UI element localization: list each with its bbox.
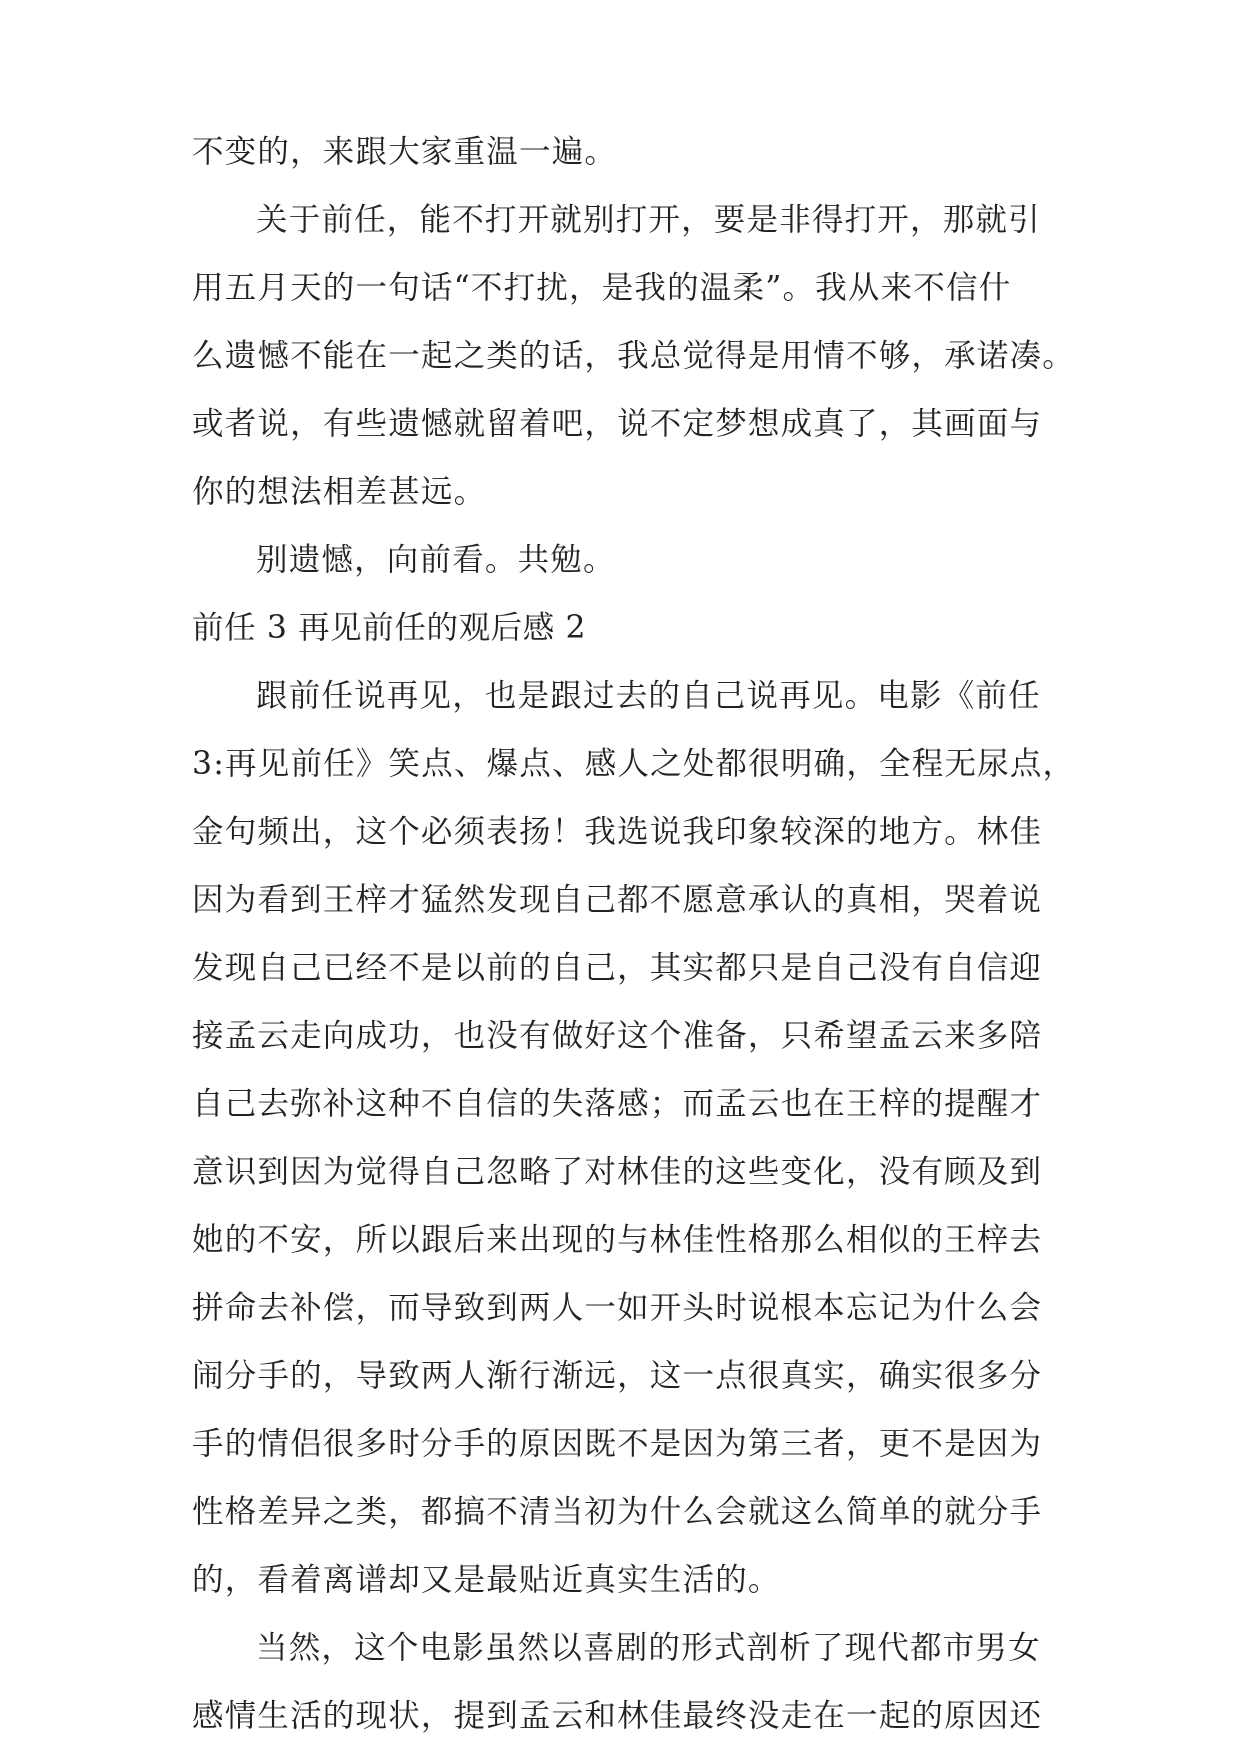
- paragraph: [192, 662, 1076, 1614]
- text-line: 感情生活的现状，提到孟云和林佳最终没走在一起的原因还: [192, 1698, 1043, 1734]
- text-line: 闹分手的，导致两人渐行渐远，这一点很真实，确实很多分: [192, 1358, 1043, 1394]
- text-line: 3:再见前任》笑点、爆点、感人之处都很明确，全程无尿点，: [192, 746, 1076, 782]
- text-line: 她的不安，所以跟后来出现的与林佳性格那么相似的王梓去: [192, 1222, 1043, 1258]
- paragraph: [192, 118, 1052, 186]
- document-body: [192, 134, 1076, 1750]
- text-line: 或者说，有些遗憾就留着吧，说不定梦想成真了，其画面与: [192, 406, 1043, 442]
- text-line: 跟前任说再见，也是跟过去的自己说再见。电影《前任: [256, 678, 1041, 714]
- text-line: 意识到因为觉得自己忽略了对林佳的这些变化，没有顾及到: [192, 1154, 1043, 1190]
- text-line: 自己去弥补这种不自信的失落感；而孟云也在王梓的提醒才: [192, 1086, 1043, 1122]
- text-line: 接孟云走向成功，也没有做好这个准备，只希望孟云来多陪: [192, 1018, 1043, 1054]
- text-line: 当然，这个电影虽然以喜剧的形式剖析了现代都市男女: [256, 1630, 1041, 1666]
- text-line: 关于前任，能不打开就别打开，要是非得打开，那就引: [256, 202, 1041, 238]
- text-line: 不变的，来跟大家重温一遍。: [192, 134, 618, 170]
- text-line: 别遗憾，向前看。共勉。: [256, 542, 616, 578]
- text-line: 金句频出，这个必须表扬！我选说我印象较深的地方。林佳: [192, 814, 1043, 850]
- text-line: 发现自己已经不是以前的自己，其实都只是自己没有自信迎: [192, 950, 1043, 986]
- text-line: 你的想法相差甚远。: [192, 474, 487, 510]
- paragraph: [192, 186, 1075, 526]
- text-line: 性格差异之类，都搞不清当初为什么会就这么简单的就分手: [192, 1494, 1043, 1530]
- text-line: 因为看到王梓才猛然发现自己都不愿意承认的真相，哭着说: [192, 882, 1043, 918]
- paragraph: [192, 1614, 1052, 1750]
- paragraph: [192, 526, 1052, 594]
- text-line: 手的情侣很多时分手的原因既不是因为第三者，更不是因为: [192, 1426, 1043, 1462]
- section-heading: 前任 3 再见前任的观后感 2: [192, 610, 587, 646]
- text-line: 的，看着离谱却又是最贴近真实生活的。: [192, 1562, 781, 1598]
- text-line: 拼命去补偿，而导致到两人一如开头时说根本忘记为什么会: [192, 1290, 1043, 1326]
- text-line: 用五月天的一句话“不打扰，是我的温柔”。我从来不信什: [192, 270, 1012, 306]
- text-line: 么遗憾不能在一起之类的话，我总觉得是用情不够，承诺凑。: [192, 338, 1075, 374]
